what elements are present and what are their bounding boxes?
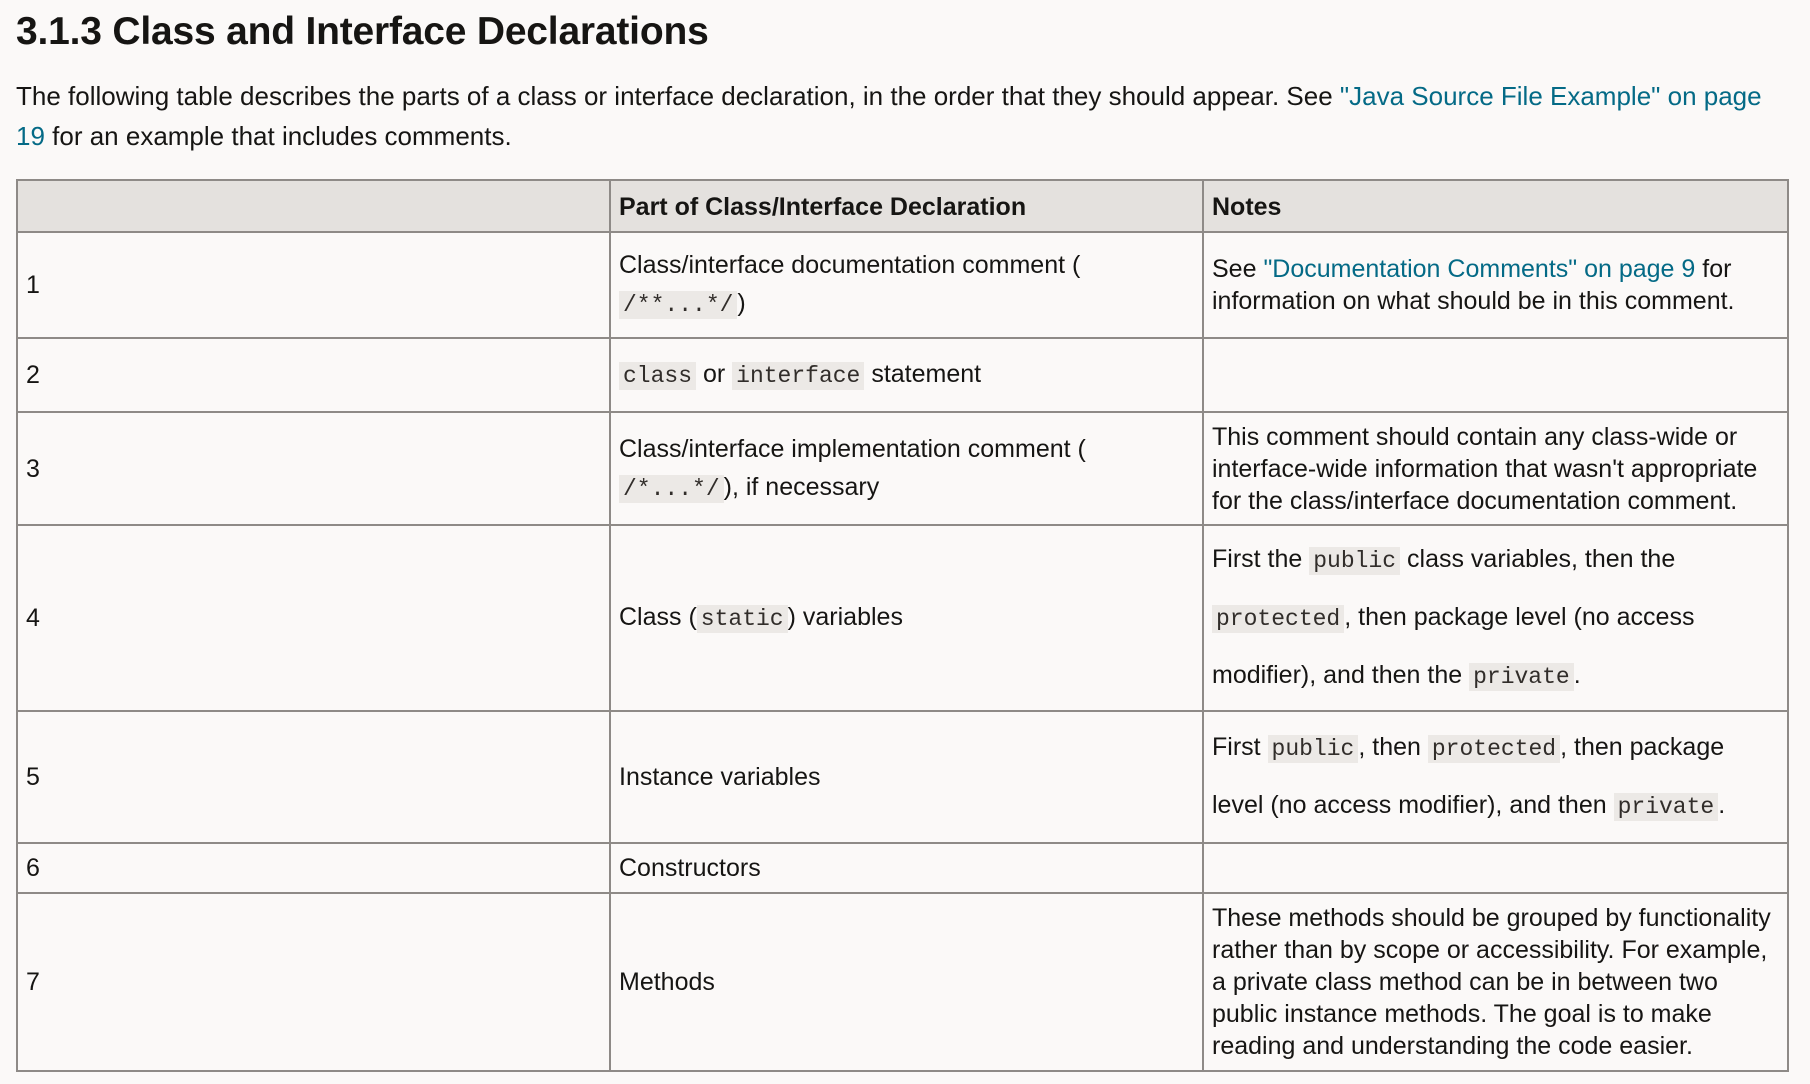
java-source-example-link[interactable]: "Java Source File Example" on page 19 bbox=[16, 81, 1762, 151]
code-snippet: interface bbox=[732, 362, 864, 390]
section-heading: 3.1.3 Class and Interface Declarations bbox=[16, 10, 709, 53]
declarations-table bbox=[16, 179, 1789, 1072]
notes-text: , then package level (no access modifier), and then the bbox=[1212, 603, 1695, 689]
row-number: 3 bbox=[17, 412, 610, 525]
notes-text: First the bbox=[1212, 545, 1310, 573]
notes-text: This comment should contain any class-wide or interface-wide information that wasn't appropriate for the class/interface documentation comment. bbox=[1212, 422, 1758, 515]
code-snippet: /**...*/ bbox=[619, 291, 737, 319]
header-cell-number bbox=[17, 180, 610, 232]
part-text: Methods bbox=[619, 968, 715, 996]
header-cell-part: Part of Class/Interface Declaration bbox=[610, 180, 1203, 232]
part-text: Class ( bbox=[619, 603, 697, 631]
part-text: ), if necessary bbox=[723, 472, 880, 501]
row-number: 1 bbox=[17, 232, 610, 338]
notes-cell bbox=[1203, 711, 1788, 843]
code-snippet: public bbox=[1309, 547, 1400, 575]
part-cell bbox=[610, 893, 1203, 1071]
intro-text-before: The following table describes the parts of a class or interface declaration, in the order that they should appear. See bbox=[16, 81, 1340, 111]
part-text: Class/interface implementation comment ( bbox=[619, 434, 1086, 463]
row-number: 2 bbox=[17, 338, 610, 412]
row-number: 5 bbox=[17, 711, 610, 843]
notes-cell bbox=[1203, 412, 1788, 525]
table-row bbox=[17, 893, 1788, 1071]
intro-text-after: for an example that includes comments. bbox=[44, 121, 512, 151]
part-text: Constructors bbox=[619, 854, 761, 882]
row-number: 4 bbox=[17, 525, 610, 711]
table-row bbox=[17, 843, 1788, 893]
notes-text: First bbox=[1212, 733, 1268, 761]
table-row bbox=[17, 412, 1788, 525]
code-snippet: protected bbox=[1212, 605, 1344, 633]
table-row bbox=[17, 232, 1788, 338]
table-row bbox=[17, 525, 1788, 711]
notes-text: class variables, then the bbox=[1400, 545, 1676, 573]
notes-text: , then package level (no access modifier), and then bbox=[1212, 733, 1725, 819]
intro-paragraph bbox=[16, 76, 1790, 156]
row-number: 6 bbox=[17, 843, 610, 893]
code-snippet: /*...*/ bbox=[619, 475, 724, 503]
notes-cell bbox=[1203, 525, 1788, 711]
header-cell-notes: Notes bbox=[1203, 180, 1788, 232]
part-text: Instance variables bbox=[619, 763, 821, 791]
table-row bbox=[17, 338, 1788, 412]
notes-cell bbox=[1203, 232, 1788, 338]
code-snippet: public bbox=[1268, 735, 1359, 763]
notes-cell bbox=[1203, 843, 1788, 893]
notes-text: See bbox=[1212, 255, 1264, 283]
part-cell bbox=[610, 711, 1203, 843]
code-snippet: private bbox=[1469, 663, 1574, 691]
part-text: Class/interface documentation comment ( bbox=[619, 251, 1081, 279]
part-text: ) bbox=[737, 289, 746, 317]
part-text: ) variables bbox=[787, 603, 903, 631]
code-snippet: class bbox=[619, 362, 696, 390]
part-cell bbox=[610, 525, 1203, 711]
notes-text: . bbox=[1718, 791, 1726, 819]
notes-cell bbox=[1203, 893, 1788, 1071]
table-header-row bbox=[17, 180, 1788, 232]
part-cell bbox=[610, 843, 1203, 893]
notes-cell bbox=[1203, 338, 1788, 412]
part-text: or bbox=[696, 360, 733, 388]
row-number: 7 bbox=[17, 893, 610, 1071]
documentation-comments-link[interactable]: "Documentation Comments" on page 9 bbox=[1263, 255, 1696, 283]
part-cell bbox=[610, 338, 1203, 412]
notes-text: , then bbox=[1358, 733, 1428, 761]
part-text: statement bbox=[864, 360, 982, 388]
part-cell bbox=[610, 232, 1203, 338]
notes-text: for information on what should be in this comment. bbox=[1212, 255, 1735, 315]
part-cell bbox=[610, 412, 1203, 525]
notes-text: . bbox=[1573, 661, 1581, 689]
code-snippet: private bbox=[1614, 793, 1719, 821]
notes-text: These methods should be grouped by functionality rather than by scope or accessibility. For example, a private class method can be in between two public instance methods. The goal is to make reading and understanding the code easier. bbox=[1212, 904, 1771, 1060]
code-snippet: protected bbox=[1428, 735, 1560, 763]
code-snippet: static bbox=[697, 605, 788, 633]
document-page bbox=[16, 0, 1790, 1060]
table-row bbox=[17, 711, 1788, 843]
